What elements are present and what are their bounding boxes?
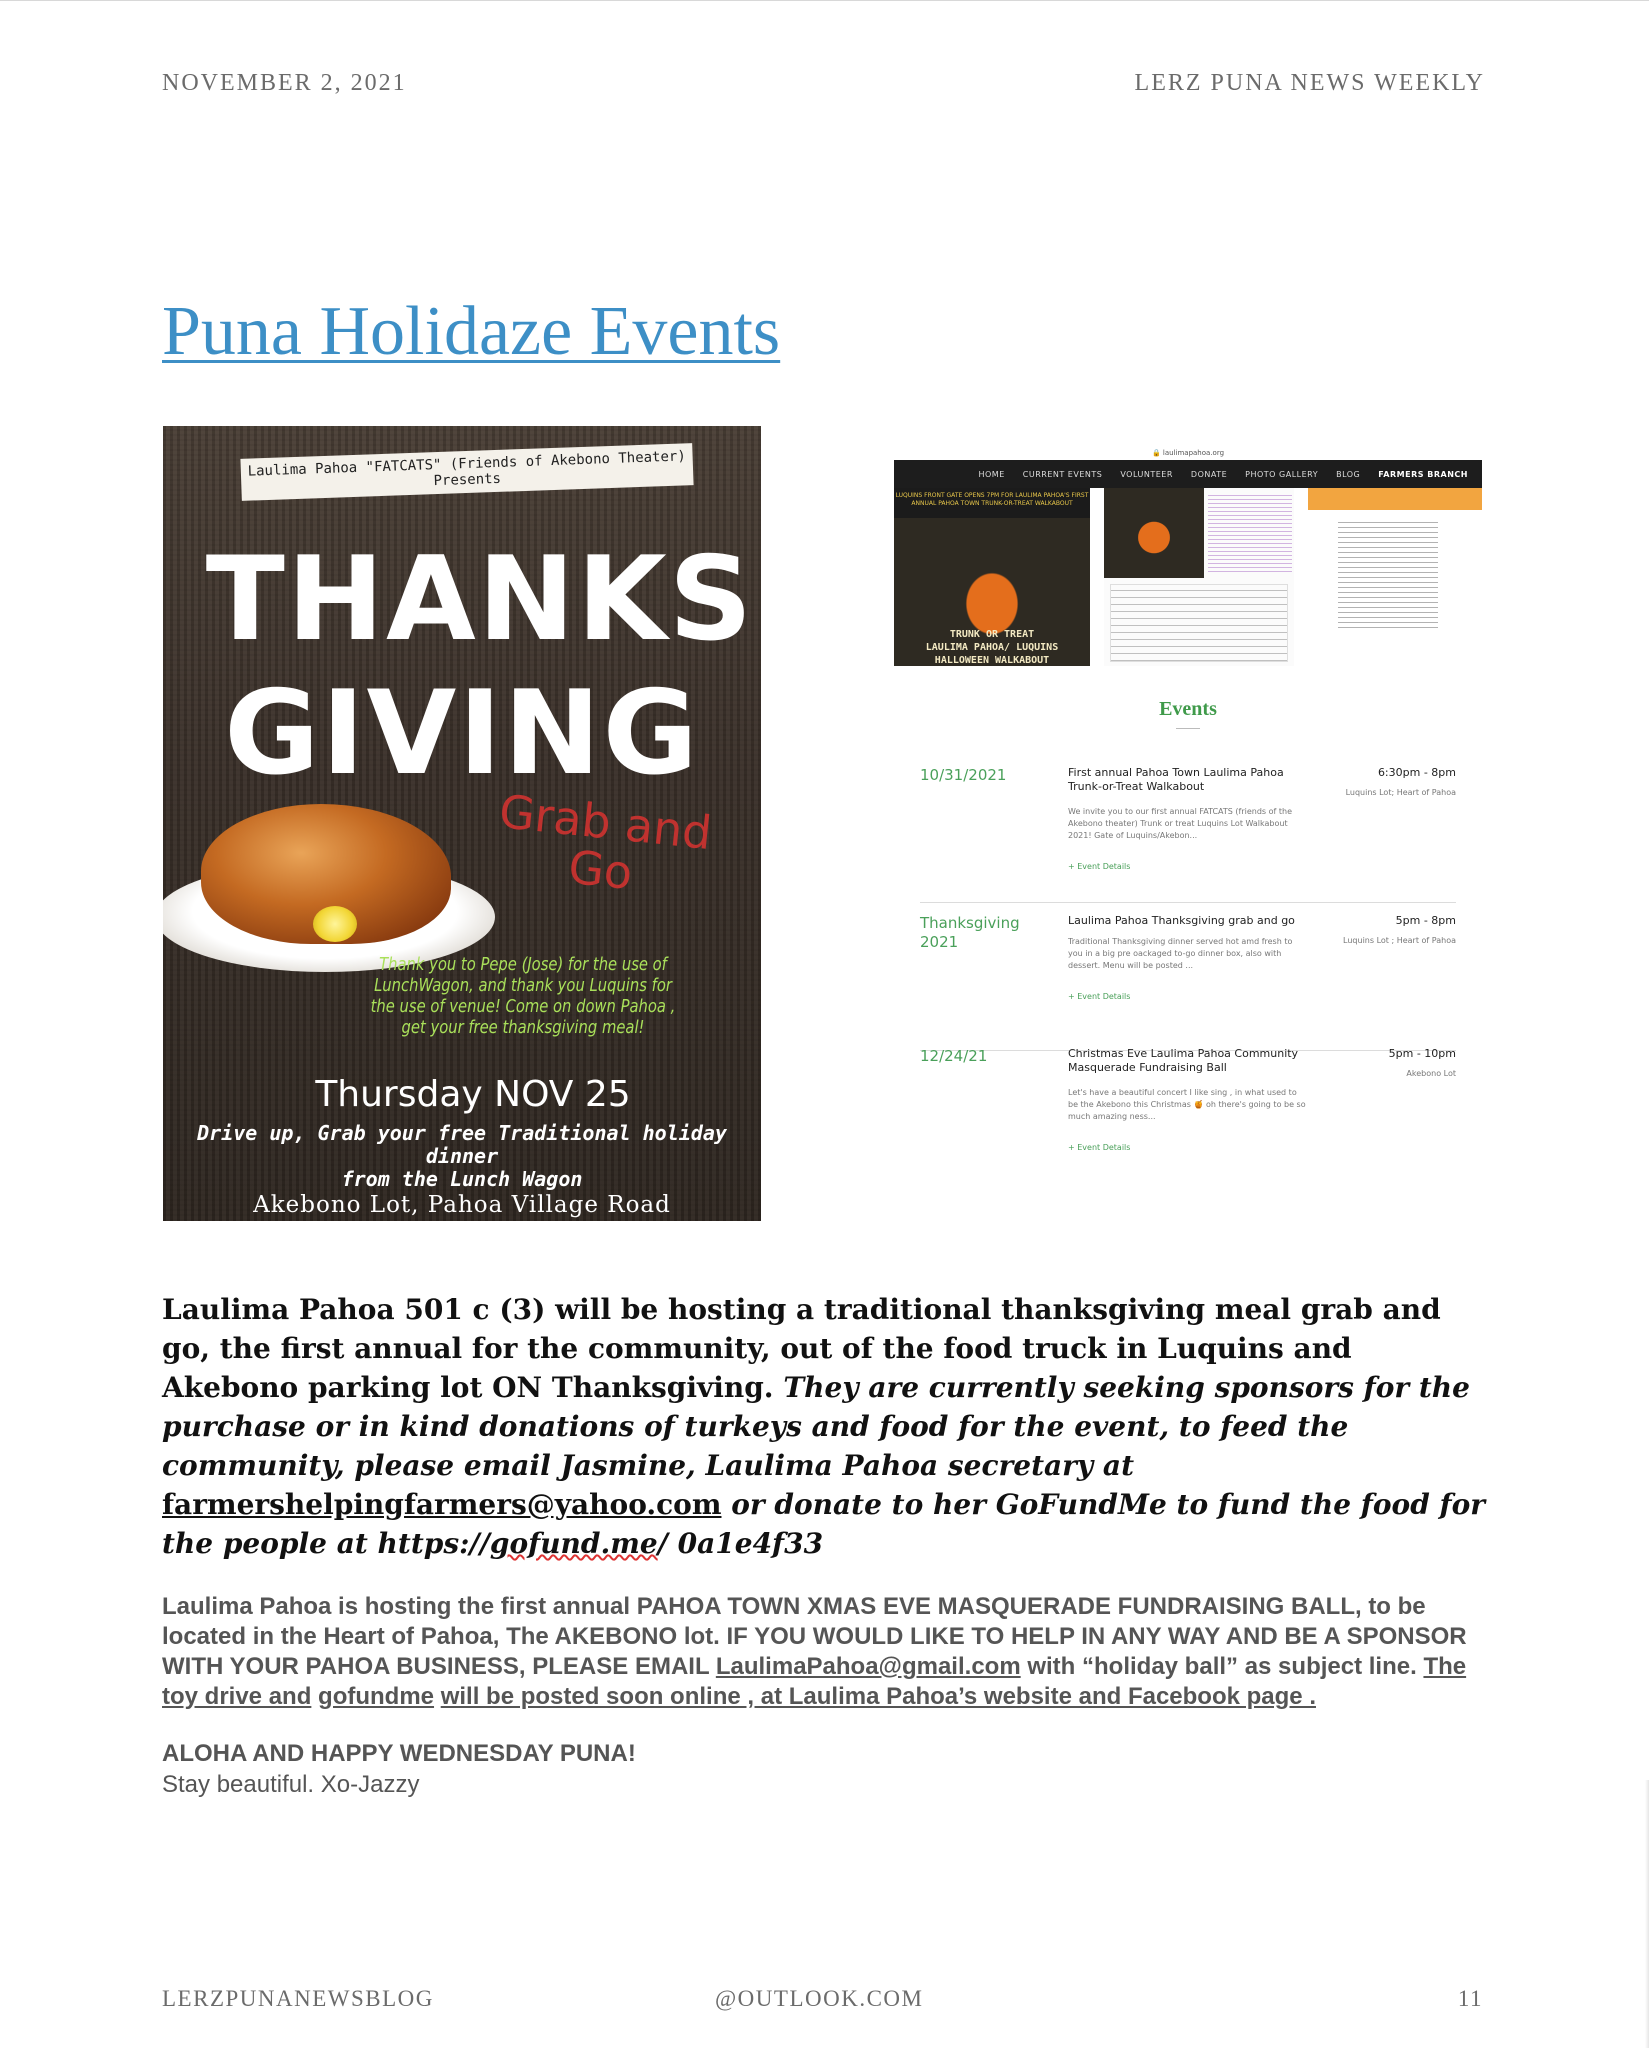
para1-italic-text: They are currently seeking sponsors for the purchase or in kind donations of turkeys and food for the event, to feed the community, please email Jasmine, Laulima Pahoa secretary at: [162, 1371, 1470, 1482]
gofund-link-tail[interactable]: / 0a1e4f33: [657, 1527, 824, 1560]
website-screenshot: [894, 446, 1482, 1181]
nav-volunteer[interactable]: VOLUNTEER: [1120, 469, 1173, 479]
poster-giving-word: GIVING: [224, 666, 700, 801]
event-title[interactable]: Laulima Pahoa Thanksgiving grab and go: [1068, 914, 1295, 927]
pumpkin-image: [1104, 488, 1204, 578]
footer-email-domain: @OUTLOOK.COM: [715, 1986, 924, 2011]
event-date: 10/31/2021: [920, 766, 1007, 784]
website-url: 🔒 laulimapahoa.org: [1151, 449, 1225, 457]
event-location: Luquins Lot ; Heart of Pahoa: [1343, 936, 1456, 945]
event-title[interactable]: First annual Pahoa Town Laulima Pahoa Trunk-or-Treat Walkabout: [1068, 766, 1284, 793]
event-row: [920, 1047, 1456, 1181]
event-date: Thanksgiving 2021: [920, 914, 1020, 951]
header-date: NOVEMBER 2, 2021: [162, 70, 407, 96]
mission-banner: [1308, 488, 1482, 510]
poster-location: Akebono Lot, Pahoa Village Road: [253, 1192, 671, 1218]
poster-drive-up-text: Drive up, Grab your free Traditional holiday dinner from the Lunch Wagon: [197, 1121, 727, 1191]
para2-text-2: with “holiday ball” as subject line.: [1027, 1653, 1417, 1680]
toy-drive-link-2[interactable]: will be posted soon online , at Laulima Pahoa’s website and Facebook page .: [440, 1683, 1316, 1710]
mission-text-block: [1338, 522, 1438, 628]
header-publication: LERZ PUNA NEWS WEEKLY: [1134, 70, 1485, 96]
halloween-flyer-header: LUQUINS FRONT GATE OPENS 7PM FOR LAULIMA PAHOA'S FIRST ANNUAL PAHOA TOWN TRUNK-OR-TREAT WALKABOUT: [894, 488, 1090, 518]
halloween-flyer-tagline: TRUNK OR TREAT LAULIMA PAHOA/ LUQUINS HALLOWEEN WALKABOUT: [925, 629, 1059, 666]
flyer-text-block: [1208, 492, 1292, 572]
page-title[interactable]: Puna Holidaze Events: [162, 293, 781, 370]
aloha-greeting: ALOHA AND HAPPY WEDNESDAY PUNA!: [162, 1740, 636, 1767]
poster-banner: [240, 443, 693, 501]
lemon-image: [313, 906, 357, 942]
poster-event-date: Thursday NOV 25: [315, 1074, 631, 1115]
page-number: 11: [1457, 1986, 1483, 2011]
poster-thanks-word: THANKS: [205, 532, 755, 667]
para1-bold-text: Laulima Pahoa 501 c (3) will be hosting a traditional thanksgiving meal grab and go, the first annual for the community, out of the food truck in Luquins and Akebono parking lot ON Thanksgiving.: [162, 1293, 1441, 1404]
event-row: [920, 914, 1456, 1051]
poster-grab-and-go: Grab and Go: [496, 784, 715, 901]
event-row: [920, 766, 1456, 903]
website-url-text: laulimapahoa.org: [1162, 449, 1225, 457]
event-time: 6:30pm - 8pm: [1377, 766, 1456, 779]
signoff: Stay beautiful. Xo-Jazzy: [162, 1771, 420, 1798]
event-flyer-image: [1104, 488, 1294, 666]
poster-banner-text: Laulima Pahoa "FATCATS" (Friends of Akebono Theater) Presents: [247, 448, 687, 490]
event-description: Traditional Thanksgiving dinner served hot amd fresh to you in a big pre oackaged to-go dinner box, also with dessert. Menu will be posted ...: [1068, 937, 1293, 970]
toy-drive-link[interactable]: The toy drive and: [162, 1653, 1467, 1710]
nav-blog[interactable]: BLOG: [1336, 469, 1361, 479]
event-description: We invite you to our first annual FATCATS (friends of the Akebono theater) Trunk or treat Luquins Lot Walkabout 2021! Gate of Luquins/Akebon...: [1068, 807, 1293, 840]
event-location: Luquins Lot; Heart of Pahoa: [1345, 788, 1456, 797]
top-divider: [0, 0, 1649, 1]
laulima-email-link[interactable]: LaulimaPahoa@gmail.com: [715, 1653, 1021, 1680]
thanksgiving-poster: [163, 426, 761, 1221]
event-details-link[interactable]: + Event Details: [1068, 992, 1131, 1001]
events-heading: Events: [1159, 698, 1217, 720]
event-details-link[interactable]: + Event Details: [1068, 862, 1131, 871]
halloween-flyer-image: [894, 488, 1090, 666]
event-time: 5pm - 8pm: [1395, 914, 1456, 927]
sponsor-email-link[interactable]: farmershelpingfarmers@yahoo.com: [162, 1488, 722, 1521]
mission-statement-image: [1308, 488, 1482, 666]
events-divider: [1176, 728, 1200, 729]
event-time: 5pm - 10pm: [1388, 1047, 1456, 1060]
flyer-form-block: [1110, 584, 1288, 662]
thanksgiving-paragraph: [162, 1290, 1492, 1563]
poster-thank-you-note: Thank you to Pepe (Jose) for the use of LunchWagon, and thank you Luquins for the use of venue! Come on down Pahoa , get your free thanksgiving meal!: [370, 954, 676, 1038]
footer-blog: LERZPUNANEWSBLOG: [162, 1986, 434, 2011]
event-details-link[interactable]: + Event Details: [1068, 1143, 1131, 1152]
nav-photo-gallery[interactable]: PHOTO GALLERY: [1245, 469, 1319, 479]
gofundme-link[interactable]: gofundme: [318, 1683, 435, 1710]
para2-text: Laulima Pahoa is hosting the first annual PAHOA TOWN XMAS EVE MASQUERADE FUNDRAISING BALL, to be located in the Heart of Pahoa, The AKEBONO lot. IF YOU WOULD LIKE TO HELP IN ANY WAY AND BE A SPONSOR WITH YOUR PAHOA BUSINESS, PLEASE EMAIL: [162, 1593, 1467, 1680]
gofund-link[interactable]: gofund.me: [489, 1527, 658, 1560]
website-nav: [894, 460, 1482, 488]
masquerade-paragraph: [162, 1592, 1502, 1712]
event-location: Akebono Lot: [1406, 1069, 1456, 1078]
page-edge-shadow: [1645, 1780, 1649, 2048]
nav-farmers-branch[interactable]: FARMERS BRANCH: [1378, 469, 1468, 479]
nav-donate[interactable]: DONATE: [1190, 469, 1228, 479]
nav-current-events[interactable]: CURRENT EVENTS: [1022, 469, 1103, 479]
nav-home[interactable]: HOME: [978, 469, 1005, 479]
para1-italic-text-2: or donate to her GoFundMe to fund the food for the people at https://: [162, 1488, 1486, 1560]
event-description: Let's have a beautiful concert I like sing , in what used to be the Akebono this Christmas 🍯 oh there's going to be so much amazing ness...: [1068, 1088, 1306, 1121]
event-date: 12/24/21: [920, 1047, 988, 1065]
event-title[interactable]: Christmas Eve Laulima Pahoa Community Masquerade Fundraising Ball: [1068, 1047, 1299, 1074]
